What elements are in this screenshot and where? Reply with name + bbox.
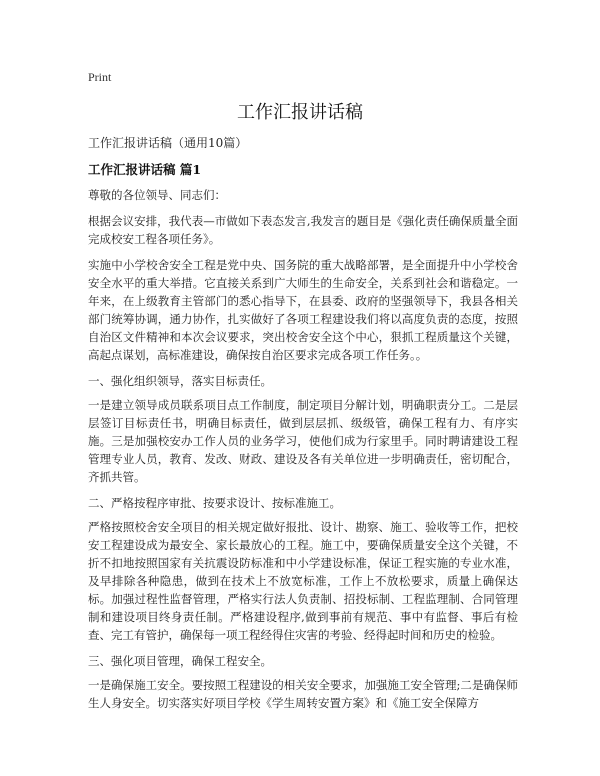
body-text: [88, 186, 518, 720]
section-heading: 工作汇报讲话稿 篇1: [88, 162, 202, 177]
intro-paragraph: 根据会议安排，我代表—市做如下表态发言,我发言的题目是《强化责任确保质量全面完成校安工程各项任务》。: [88, 214, 518, 246]
document-subtitle: 工作汇报讲话稿（通用10篇）: [88, 136, 248, 150]
point-heading-1: 一、强化组织领导，落实目标责任。: [88, 374, 272, 388]
point-heading-3: 三、强化项目管理，确保工程安全。: [88, 654, 272, 668]
point-paragraph-1: 一是建立领导成员联系项目点工作制度，制定项目分解计划，明确职责分工。二是层层签订目标责任书，明确目标责任，做到层层抓、级级管，确保工程有力、有序实施。三是加强校安办工作人员的业务学习，使他们成为行家里手。同时聘请建设工程管理专业人员，教育、发改、财政、建设及各有关单位进一步明确责任，密切配合，齐抓共管。: [88, 398, 518, 484]
page-title: 工作汇报讲话稿: [237, 102, 363, 123]
salutation-paragraph: 尊敬的各位领导、同志们：: [88, 188, 226, 202]
background-paragraph: 实施中小学校舍安全工程是党中央、国务院的重大战略部署，是全面提升中小学校舍安全水平的重大举措。它直接关系到广大师生的生命安全，关系到社会和谐稳定。一年来，在上级教育主管部门的悉心指导下，在县委、政府的坚强领导下，我县各相关部门统筹协调，通力协作，扎实做好了各项工程建设我们将以高度负责的态度，按照自治区文件精神和本次会议要求，突出校舍安全这个中心，狠抓工程质量这个关键，高起点谋划，高标准建设，确保按自治区要求完成各项工作任务。。: [88, 258, 518, 362]
point-paragraph-2: 严格按照校舍安全项目的相关规定做好报批、设计、勘察、施工、验收等工作，把校安工程建设成为最安全、家长最放心的工程。施工中，要确保质量安全这个关键，不折不扣地按照国家有关抗震设防标准和中小学建设标准，保证工程实施的专业水准，及早排除各种隐患，做到在技术上不放宽标准，工作上不放松要求，质量上确保达标。加强过程性监督管理，严格实行法人负责制、招投标制、工程监理制、合同管理制和建设项目终身责任制。严格建设程序,做到事前有规范、事中有监督、事后有检查、完工有管护，确保每一项工程经得住灾害的考验、经得起时间和历史的检验。: [88, 520, 518, 642]
point-paragraph-3: 一是确保施工安全。要按照工程建设的相关安全要求，加强施工安全管理;二是确保师生人身安全。切实落实好项目学校《学生周转安置方案》和《施工安全保障方: [88, 678, 518, 710]
print-link[interactable]: Print: [88, 70, 112, 84]
point-heading-2: 二、严格按程序审批、按要求设计、按标准施工。: [88, 496, 341, 510]
